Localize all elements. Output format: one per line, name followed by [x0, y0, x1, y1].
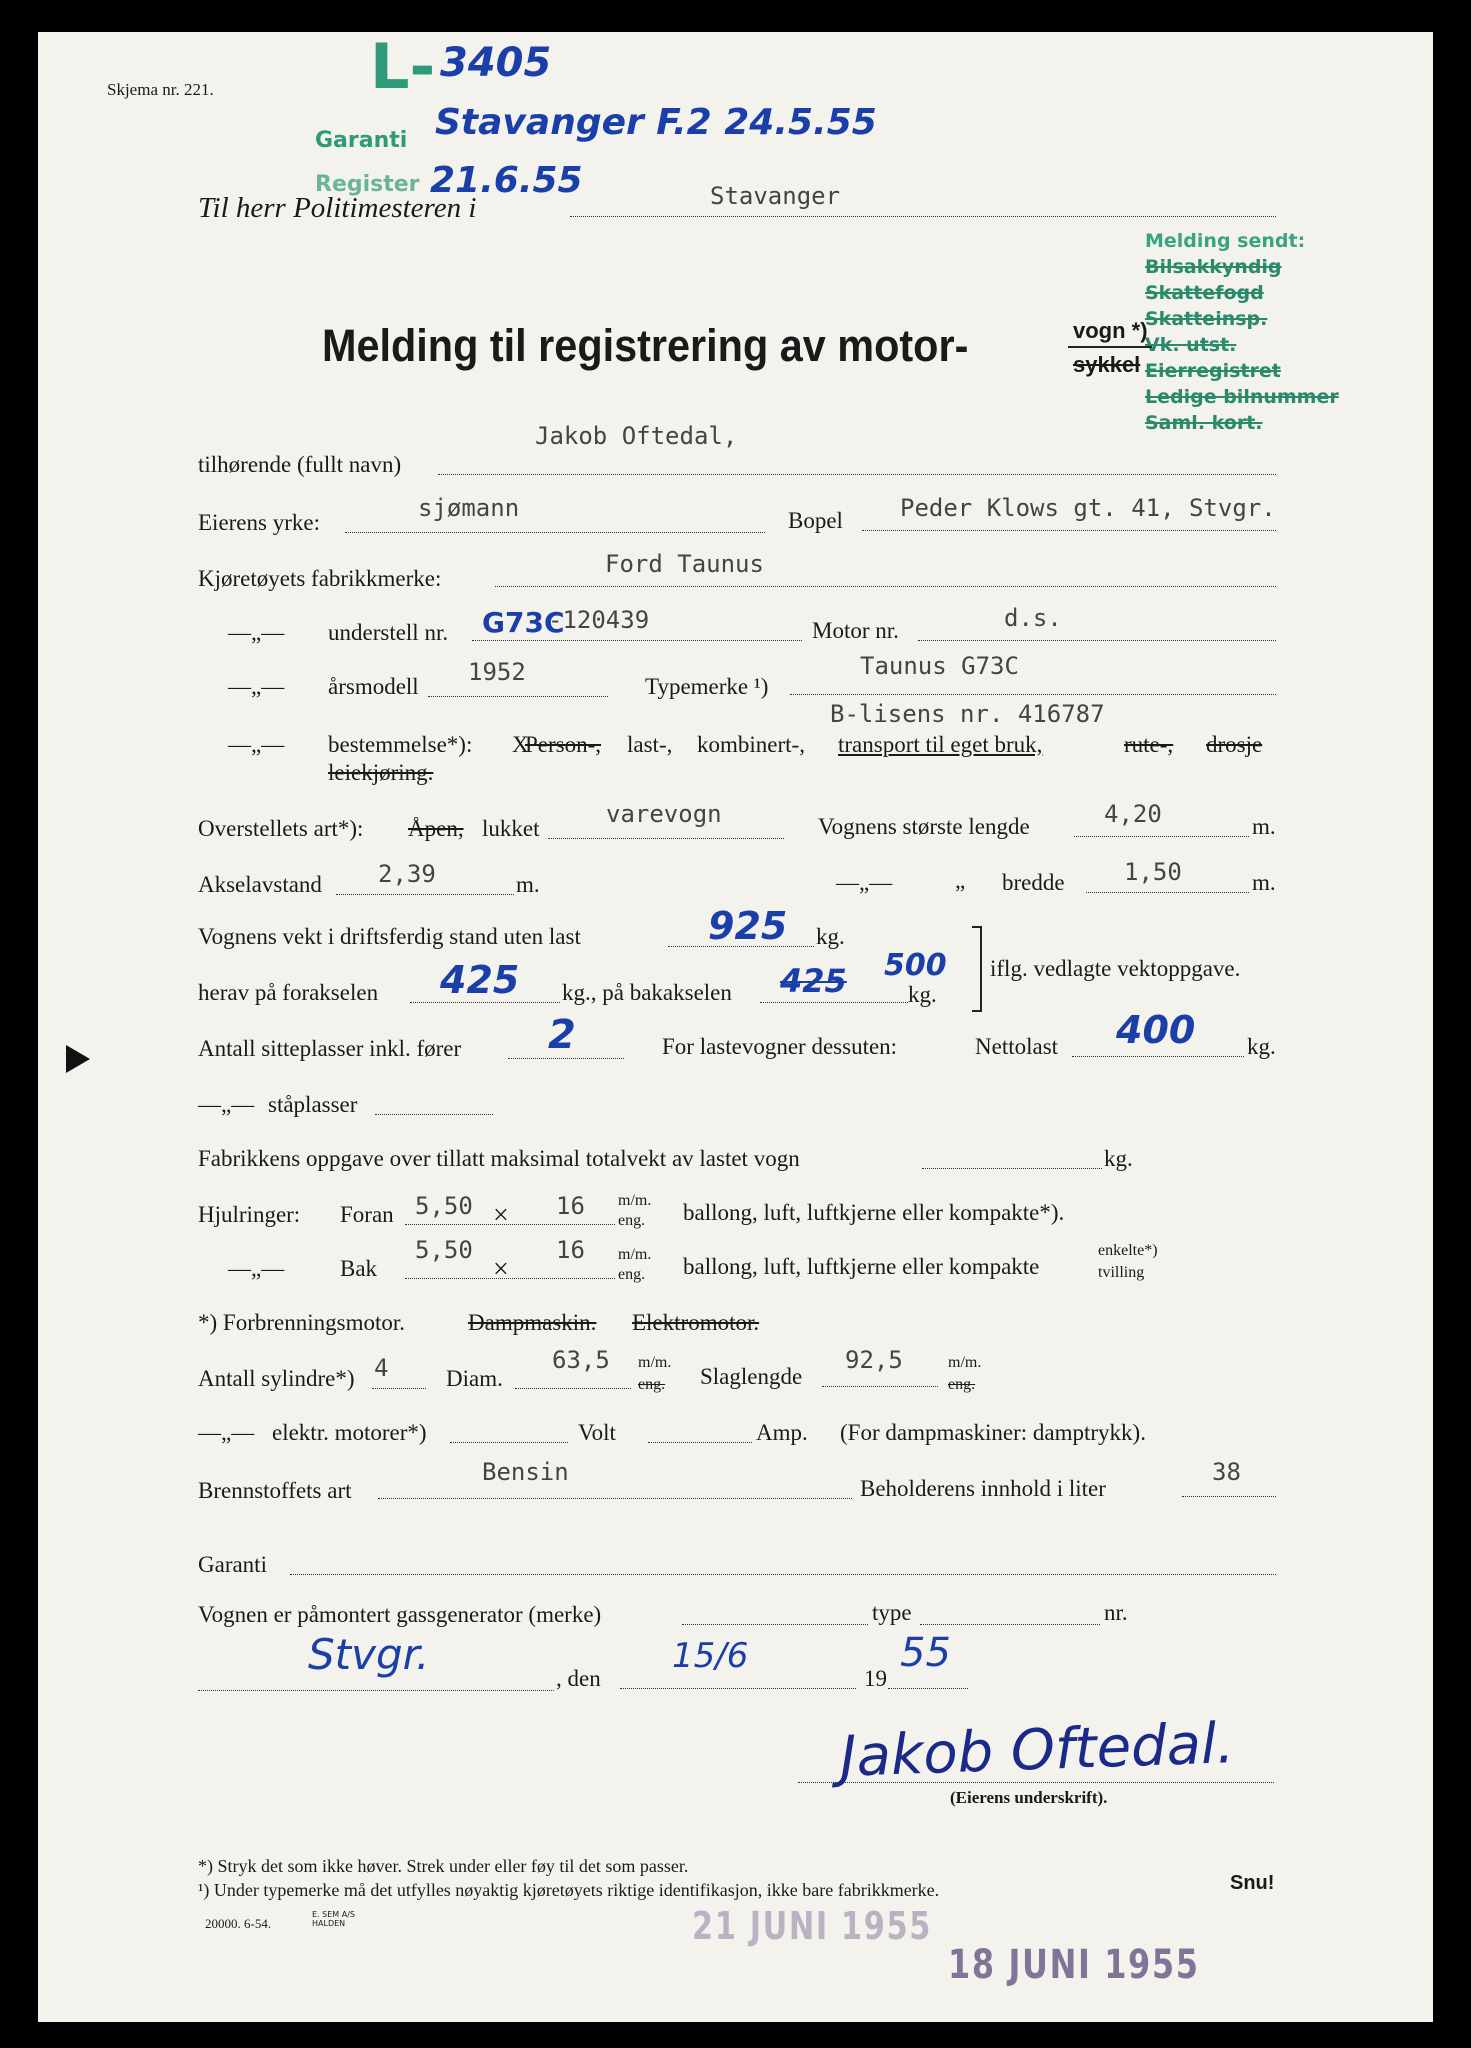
rear-axle-struck: 425 [780, 962, 847, 1000]
body-open: Åpen, [408, 816, 464, 841]
tyre-options-rear: ballong, luft, luftkjerne eller kompakte [683, 1254, 1040, 1279]
fuel-line [378, 1498, 852, 1499]
tank-value: 38 [1212, 1458, 1241, 1486]
register-date: 21.6.55 [430, 160, 583, 201]
bore-unit-top: m/m. [638, 1354, 672, 1371]
purpose-last: last-, [627, 732, 673, 757]
standing-label: ståplasser [268, 1092, 358, 1117]
wheelbase-label: Akselavstand [198, 872, 322, 897]
seats-value: 2 [548, 1012, 576, 1058]
model-year-label: årsmodell [328, 674, 419, 699]
title-option-sykkel: sykkel [1073, 352, 1141, 377]
printer-mark: E. SEM A/S HALDEN [312, 1910, 355, 1928]
addressee-label: Til herr Politimesteren i [198, 192, 477, 224]
chassis-label: understell nr. [328, 620, 449, 645]
occupation-value: sjømann [418, 494, 520, 522]
weight-brace [972, 926, 982, 1012]
tank-label: Beholderens innhold i liter [860, 1476, 1106, 1501]
weight-note: iflg. vedlagte vektoppgave. [990, 956, 1241, 981]
owner-line [438, 474, 1276, 475]
stroke-value: 92,5 [845, 1346, 903, 1374]
model-year-value: 1952 [468, 658, 526, 686]
front-axle-line [410, 1002, 560, 1003]
footnote-typemark: ¹) Under typemerke må det utfylles nøyaktig kjøretøyets riktige identifikasjon, ikke bare fabrikkmerke. [198, 1880, 940, 1900]
rim-front-line [405, 1224, 615, 1225]
chassis-line [472, 640, 802, 641]
margin-arrow-icon [66, 1045, 90, 1073]
type-line [790, 694, 1276, 695]
motor-line [918, 640, 1276, 641]
signature-year: 55 [900, 1630, 951, 1676]
seats-line [508, 1058, 624, 1059]
rim-rear-times: × [493, 1254, 509, 1285]
signature-den: , den [556, 1666, 601, 1691]
routing-item: Eierregistret [1145, 360, 1281, 382]
front-axle-value: 425 [440, 958, 520, 1002]
gas-line [682, 1624, 868, 1625]
weight-line [668, 946, 814, 947]
routing-title: Melding sendt: [1145, 230, 1306, 252]
engine-electric: Elektromotor. [632, 1310, 760, 1335]
wheelbase-line [336, 894, 514, 895]
amp-label: Amp. [756, 1420, 808, 1445]
schema-number: Skjema nr. 221. [107, 80, 214, 99]
residence-line [862, 530, 1276, 531]
purpose-taxi: drosje [1206, 732, 1263, 757]
year-prefix: 19 [864, 1666, 887, 1691]
footnote-strike: *) Stryk det som ikke høver. Strek under eller føy til det som passer. [198, 1856, 689, 1876]
title-option-vogn: vogn *) [1073, 318, 1148, 343]
ditto-mark: —„— [198, 1092, 255, 1117]
tyre-single: enkelte*) [1098, 1242, 1158, 1259]
wheelbase-unit: m. [516, 872, 540, 897]
lorry-label: For lastevogner dessuten: [662, 1034, 898, 1059]
routing-item: Saml. kort. [1145, 412, 1263, 434]
seats-label: Antall sitteplasser inkl. fører [198, 1036, 462, 1061]
make-value: Ford Taunus [605, 550, 764, 578]
rim-rear-line [405, 1278, 615, 1279]
guarantee-line [290, 1574, 1276, 1575]
netload-line [1072, 1056, 1244, 1057]
routing-stamp [1145, 228, 1339, 436]
motor-value: d.s. [1004, 604, 1062, 632]
garanti-note: Stavanger F.2 24.5.55 [435, 102, 877, 143]
engine-combustion: *) Forbrenningsmotor. [198, 1310, 405, 1335]
bore-value: 63,5 [552, 1346, 610, 1374]
rear-axle-value: 500 [884, 948, 947, 983]
gas-no-label: nr. [1104, 1600, 1128, 1625]
make-line [495, 586, 1276, 587]
occupation-line [345, 532, 765, 533]
chassis-ink: G73C [482, 606, 565, 639]
rim-rear-unit-bottom: eng. [618, 1266, 646, 1283]
electric-label: elektr. motorer*) [272, 1420, 427, 1445]
stroke-unit-bottom: eng. [948, 1376, 976, 1393]
motor-label: Motor nr. [812, 618, 899, 643]
purpose-hire: leiekjøring. [328, 760, 434, 785]
ditto-mark: —„— [228, 620, 285, 645]
body-label: Overstellets art*): [198, 816, 364, 841]
occupation-label: Eierens yrke: [198, 510, 320, 535]
owner-value: Jakob Oftedal, [535, 422, 738, 450]
max-weight-unit: kg. [1104, 1146, 1133, 1171]
gas-label: Vognen er påmontert gassgenerator (merke) [198, 1602, 602, 1627]
registered-stamp: 18 JUNI 1955 [948, 1942, 1200, 1988]
rear-axle-line [760, 1002, 908, 1003]
addressee-line [570, 216, 1276, 217]
title-option-divider [1068, 346, 1152, 348]
volt-label: Volt [578, 1420, 616, 1445]
cylinders-line [372, 1388, 426, 1389]
fuel-label: Brennstoffets art [198, 1478, 352, 1503]
cylinders-value: 4 [374, 1354, 389, 1382]
max-weight-label: Fabrikkens oppgave over tillatt maksimal totalvekt av lastet vogn [198, 1146, 800, 1171]
routing-item: Skatteinsp. [1145, 308, 1268, 330]
license-value: B-lisens nr. 416787 [830, 700, 1105, 728]
routing-item: Skattefogd [1145, 282, 1264, 304]
purpose-mark: X [512, 732, 529, 757]
width-label: bredde [1002, 870, 1065, 895]
gas-type-line [920, 1624, 1100, 1625]
rim-front-unit-bottom: eng. [618, 1212, 646, 1229]
rims-rear-label: Bak [340, 1256, 378, 1281]
rim-front-unit-top: m/m. [618, 1192, 652, 1209]
signature-line [798, 1782, 1274, 1783]
received-stamp: 21 JUNI 1955 [692, 1904, 933, 1948]
registration-number: 3405 [440, 40, 552, 86]
fuel-value: Bensin [482, 1458, 569, 1486]
signature-caption: (Eierens underskrift). [950, 1788, 1108, 1807]
bore-unit-bottom: eng. [638, 1376, 666, 1393]
registration-stamp: L- [370, 30, 436, 103]
form-title: Melding til registrering av motor- [322, 320, 969, 371]
body-line [548, 838, 784, 839]
ditto-mark: —„— [228, 1256, 285, 1281]
year-line [888, 1688, 968, 1689]
electric-line [450, 1442, 568, 1443]
rims-label: Hjulringer: [198, 1202, 301, 1227]
signature-date: 15/6 [672, 1636, 749, 1676]
standing-line [375, 1114, 493, 1115]
rim-rear-width: 5,50 [415, 1236, 473, 1264]
place-line [198, 1690, 554, 1691]
rim-rear-diameter: 16 [556, 1236, 585, 1264]
volt-line [648, 1442, 752, 1443]
addressee-value: Stavanger [710, 182, 841, 210]
netload-value: 400 [1116, 1008, 1196, 1052]
max-weight-line [922, 1168, 1102, 1169]
length-value: 4,20 [1104, 800, 1162, 828]
front-axle-label: herav på forakselen [198, 980, 379, 1005]
width-unit: m. [1252, 870, 1276, 895]
make-label: Kjøretøyets fabrikkmerke: [198, 566, 442, 591]
purpose-route: rute-, [1124, 732, 1174, 757]
routing-item: Ledige bilnummer [1145, 386, 1339, 408]
weight-value: 925 [708, 904, 788, 948]
engine-steam: Dampmaskin. [468, 1310, 597, 1335]
rear-axle-unit: kg. [908, 982, 937, 1007]
tyre-options-front: ballong, luft, luftkjerne eller kompakte*). [683, 1200, 1065, 1225]
weight-label: Vognens vekt i driftsferdig stand uten last [198, 924, 581, 949]
netload-label: Nettolast [975, 1034, 1059, 1059]
body-closed: lukket [482, 816, 540, 841]
length-unit: m. [1252, 814, 1276, 839]
stroke-line [822, 1386, 938, 1387]
wheelbase-value: 2,39 [378, 860, 436, 888]
owner-signature: Jakob Oftedal. [838, 1711, 1236, 1790]
residence-value: Peder Klows gt. 41, Stvgr. [900, 494, 1276, 522]
purpose-transport: transport til eget bruk, [838, 732, 1043, 757]
routing-item: Bilsakkyndig [1145, 256, 1282, 278]
print-info: 20000. 6-54. [205, 1916, 272, 1931]
model-year-line [428, 696, 608, 697]
purpose-combined: kombinert-, [697, 732, 805, 757]
garanti-stamp: Garanti [315, 128, 408, 153]
weight-unit: kg. [816, 924, 845, 949]
rim-front-times: × [493, 1200, 509, 1231]
body-value: varevogn [606, 800, 722, 828]
stroke-unit-top: m/m. [948, 1354, 982, 1371]
length-line [1074, 836, 1249, 837]
steam-note: (For dampmaskiner: damptrykk). [840, 1420, 1146, 1445]
purpose-person: Person-, [525, 732, 602, 757]
rim-rear-unit-top: m/m. [618, 1246, 652, 1263]
type-value: Taunus G73C [860, 652, 1019, 680]
turn-over-note: Snu! [1230, 1872, 1275, 1894]
stroke-label: Slaglengde [700, 1364, 803, 1389]
owner-label: tilhørende (fullt navn) [198, 452, 402, 477]
ditto-mark: —„— [198, 1420, 255, 1445]
ditto-mark: —„— [836, 870, 893, 895]
purpose-label: bestemmelse*): [328, 732, 473, 757]
ditto-mark: —„— [228, 732, 285, 757]
width-quote: „ [955, 868, 966, 893]
netload-unit: kg. [1247, 1034, 1276, 1059]
width-line [1086, 892, 1249, 893]
rim-front-width: 5,50 [415, 1192, 473, 1220]
date-line [620, 1688, 856, 1689]
rims-front-label: Foran [340, 1202, 394, 1227]
ditto-mark: —„— [228, 674, 285, 699]
routing-item: Vk. utst. [1145, 334, 1237, 356]
type-label: Typemerke ¹) [645, 674, 769, 699]
signature-place: Stvgr. [308, 1630, 430, 1679]
tank-line [1182, 1496, 1276, 1497]
register-stamp: Register [315, 172, 420, 197]
cylinders-label: Antall sylindre*) [198, 1366, 355, 1391]
chassis-value: -120439 [548, 606, 650, 634]
rim-front-diameter: 16 [556, 1192, 585, 1220]
gas-type-label: type [872, 1600, 912, 1625]
guarantee-label: Garanti [198, 1552, 267, 1577]
bore-label: Diam. [446, 1366, 503, 1391]
width-value: 1,50 [1124, 858, 1182, 886]
bore-line [515, 1388, 631, 1389]
tyre-twin: tvilling [1098, 1264, 1145, 1281]
residence-label: Bopel [788, 508, 843, 533]
rear-axle-label: kg., på bakakselen [562, 980, 732, 1005]
length-label: Vognens største lengde [818, 814, 1030, 839]
